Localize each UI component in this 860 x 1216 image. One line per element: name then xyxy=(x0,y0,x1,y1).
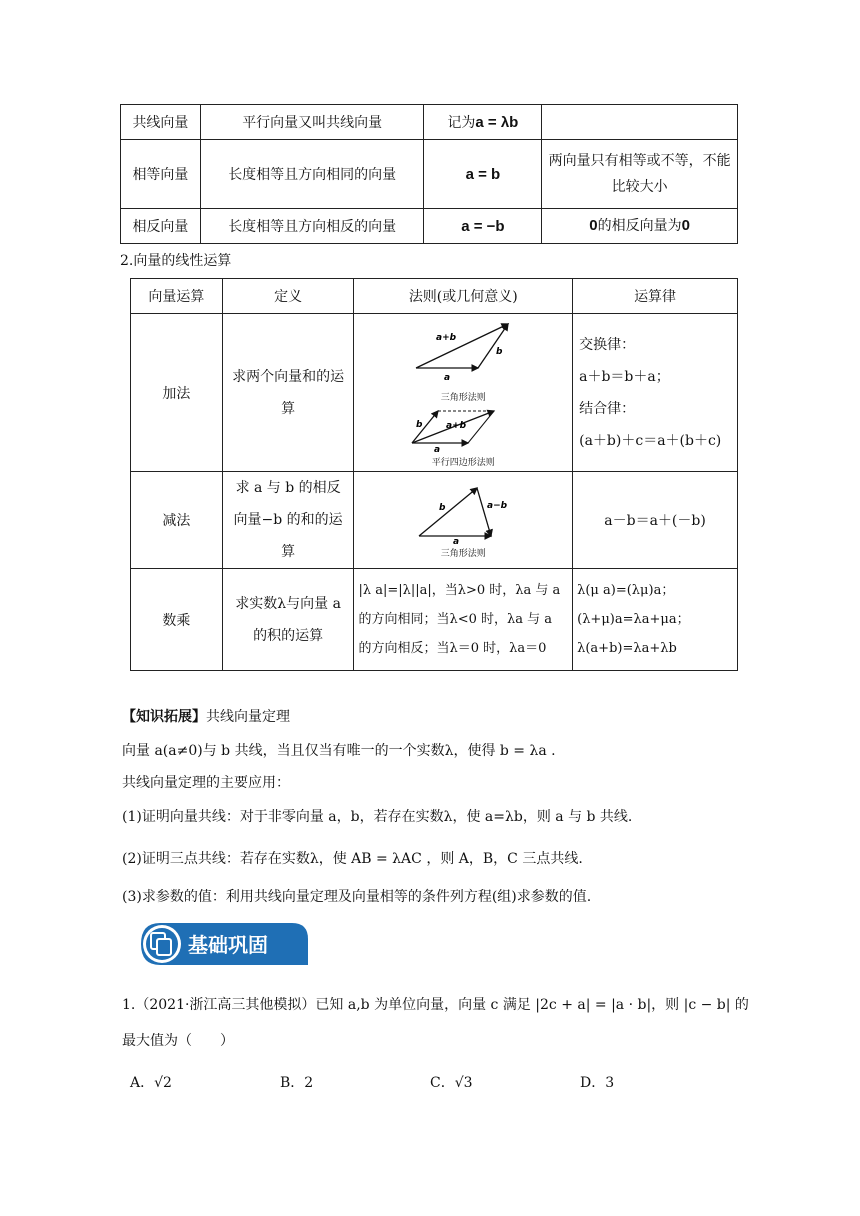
concept-note: 两向量只有相等或不等，不能比较大小 xyxy=(542,140,738,209)
label-b: b xyxy=(496,346,503,357)
concept-rel: 记为a = λb xyxy=(424,105,542,140)
label-a-minus-b: a−b xyxy=(487,500,508,511)
op-rule xyxy=(354,472,573,569)
op-law: a－b＝a＋(－b) xyxy=(573,472,738,569)
table-header-row xyxy=(131,279,738,314)
ext-title: 【知识拓展】共线向量定理 xyxy=(122,709,290,725)
concept-rel: a = −b xyxy=(424,209,542,244)
concept-name: 相反向量 xyxy=(121,209,201,244)
table-row xyxy=(121,209,738,244)
vector-concepts-table xyxy=(120,104,738,244)
option-a[interactable]: A．√2 xyxy=(130,1075,172,1091)
op-def: 求 a 与 b 的相反向量−b 的和的运算 xyxy=(222,472,354,569)
op-name: 数乘 xyxy=(131,569,223,671)
option-d[interactable]: D．3 xyxy=(580,1075,615,1091)
triangle-rule-diagram xyxy=(408,318,518,388)
concept-def: 长度相等且方向相同的向量 xyxy=(200,140,424,209)
op-def: 求两个向量和的运算 xyxy=(222,314,354,472)
concept-rel: a = b xyxy=(424,140,542,209)
rule-caption: 三角形法则 xyxy=(440,548,486,559)
table-row xyxy=(131,472,738,569)
op-name: 减法 xyxy=(131,472,223,569)
question-line: 1.（2021·浙江高三其他模拟）已知 a,b 为单位向量，向量 c 满足 |2c + a| = |a · b|，则 |c − b| 的 xyxy=(122,997,749,1013)
column-header: 法则(或几何意义) xyxy=(354,279,573,314)
table-row xyxy=(131,569,738,671)
parallelogram-rule-diagram xyxy=(408,403,518,453)
label-a: a xyxy=(444,372,451,383)
svg-text:b: b xyxy=(439,502,446,513)
concept-def: 平行向量又叫共线向量 xyxy=(200,105,424,140)
table-row xyxy=(131,314,738,472)
op-def: 求实数λ与向量 a 的积的运算 xyxy=(222,569,354,671)
concept-note xyxy=(542,105,738,140)
svg-text:a+b: a+b xyxy=(446,420,467,431)
svg-text:b: b xyxy=(416,419,423,430)
concept-name: 相等向量 xyxy=(121,140,201,209)
concept-def: 长度相等且方向相反的向量 xyxy=(200,209,424,244)
ext-line: (1)证明向量共线：对于非零向量 a，b，若存在实数λ，使 a=λb，则 a 与 b 共线. xyxy=(122,809,633,825)
column-header: 定义 xyxy=(222,279,354,314)
svg-text:a: a xyxy=(434,444,441,453)
ext-line: (2)证明三点共线：若存在实数λ，使 AB = λAC ，则 A，B，C 三点共线. xyxy=(122,851,583,867)
ext-line: 向量 a(a≠0)与 b 共线，当且仅当有唯一的一个实数λ，使得 b = λa . xyxy=(122,743,556,759)
label-a-plus-b: a+b xyxy=(436,332,457,343)
rule-caption: 三角形法则 xyxy=(440,392,486,403)
subtraction-triangle-diagram xyxy=(413,482,513,544)
concept-note: 0的相反向量为0 xyxy=(542,209,738,244)
option-c[interactable]: C．√3 xyxy=(430,1075,473,1091)
table-row xyxy=(121,140,738,209)
op-rule xyxy=(354,314,573,472)
op-rule: |λ a|=|λ||a|，当λ>0 时，λa 与 a 的方向相同；当λ<0 时，λa 与 a 的方向相反；当λ＝0 时，λa＝0 xyxy=(354,569,573,671)
ext-line: (3)求参数的值：利用共线向量定理及向量相等的条件列方程(组)求参数的值. xyxy=(122,889,592,905)
column-header: 向量运算 xyxy=(131,279,223,314)
concept-name: 共线向量 xyxy=(121,105,201,140)
section-banner xyxy=(138,920,310,972)
question-line: 最大值为（ ） xyxy=(122,1033,234,1049)
linear-operations-table xyxy=(130,278,738,671)
rule-caption: 平行四边形法则 xyxy=(431,457,495,468)
op-laws: λ(μ a)=(λμ)a； (λ+μ)a=λa+μa； λ(a+b)=λa+λb xyxy=(573,569,738,671)
column-header: 运算律 xyxy=(573,279,738,314)
banner-text: 基础巩固 xyxy=(188,933,268,957)
op-laws: 交换律： a＋b＝b＋a； 结合律： (a＋b)＋c＝a＋(b＋c) xyxy=(573,314,738,472)
op-name: 加法 xyxy=(131,314,223,472)
option-b[interactable]: B．2 xyxy=(280,1075,314,1091)
table-row xyxy=(121,105,738,140)
svg-text:a: a xyxy=(453,536,460,544)
ext-line: 共线向量定理的主要应用： xyxy=(122,775,290,791)
section-title: 2.向量的线性运算 xyxy=(120,253,232,269)
